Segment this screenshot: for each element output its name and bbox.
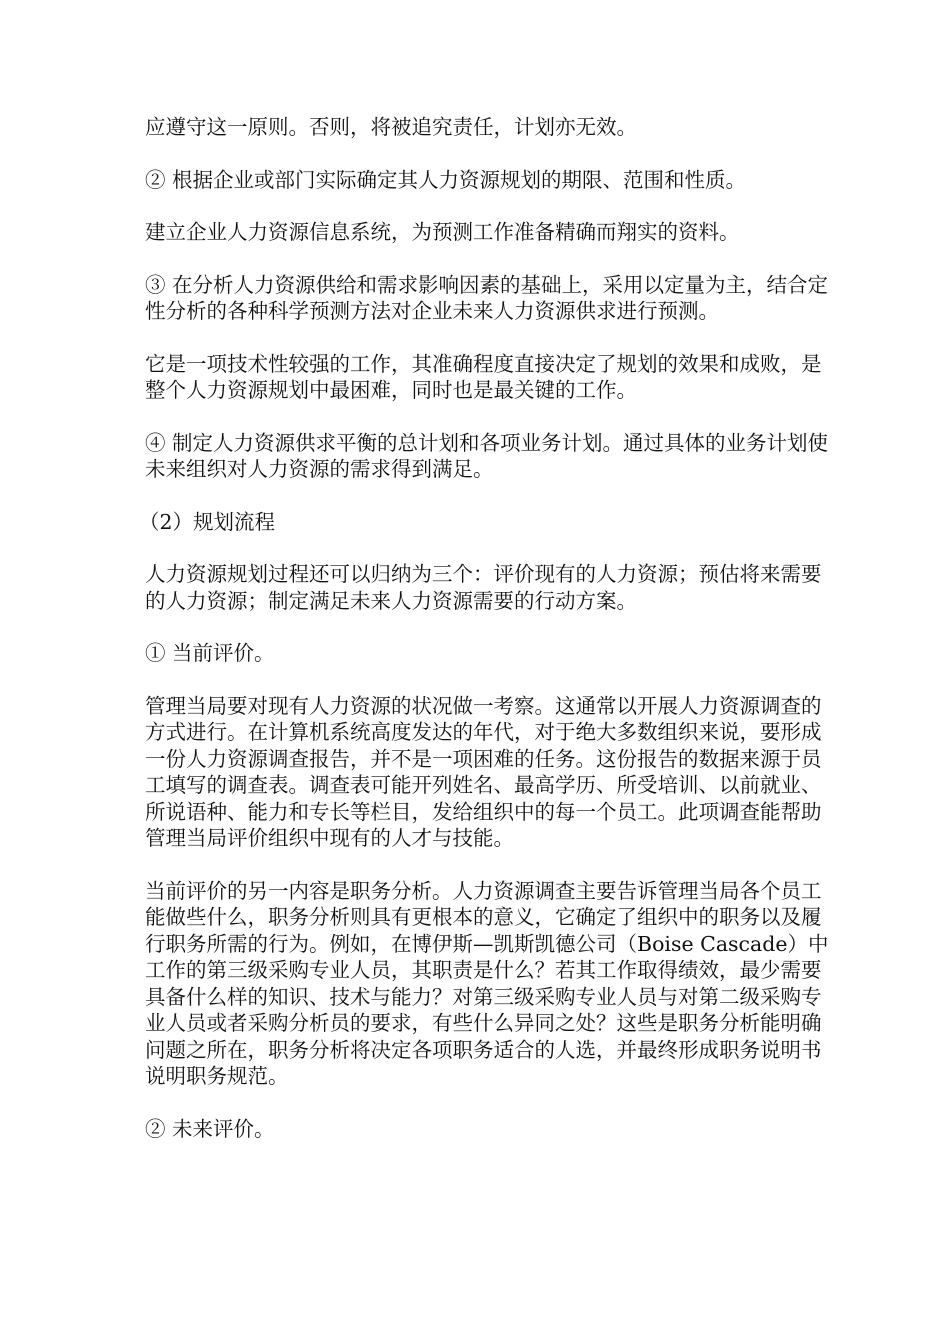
paragraph-hr-information-system: 建立企业人力资源信息系统，为预测工作准备精确而翔实的资料。 [145,220,740,244]
document-body [139,114,835,1168]
section-heading-planning-process: （2）规划流程 [139,509,276,534]
paragraph-process-summary: 人力资源规划过程还可以归纳为三个：评价现有的人力资源；预估将来需要的人力资源；制定满足未来人力资源需要的行动方案。 [145,562,822,613]
paragraph-future-evaluation-title: ② 未来评价。 [145,1116,275,1141]
paragraph-step-3-forecast: ③ 在分析人力资源供给和需求影响因素的基础上，采用以定量为主，结合定性分析的各种科学预测方法对企业未来人力资源供求进行预测。 [145,272,829,323]
paragraph-step-4-balance-plan: ④ 制定人力资源供求平衡的总计划和各项业务计划。通过具体的业务计划使未来组织对人力资源的需求得到满足。 [145,430,829,481]
paragraph-forecast-importance: 它是一项技术性较强的工作，其准确程度直接决定了规划的效果和成败，是整个人力资源规划中最困难，同时也是最关键的工作。 [145,351,822,402]
paragraph-principle-compliance: 应遵守这一原则。否则，将被追究责任，计划亦无效。 [145,115,637,139]
paragraph-current-evaluation-title: ① 当前评价。 [145,641,275,665]
paragraph-hr-survey: 管理当局要对现有人力资源的状况做一考察。这通常以开展人力资源调查的方式进行。在计算机系统高度发达的年代，对于绝大多数组织来说，要形成一份人力资源调查报告，并不是一项困难的任务。这份报告的数据来源于员工填写的调查表。调查表可能开列姓名、最高学历、所受培训、以前就业、所说语种、能力和专长等栏目，发给组织中的每一个员工。此项调查能帮助管理当局评价组织中现有的人才与技能。 [145,693,822,850]
paragraph-step-2-scope: ② 根据企业或部门实际确定其人力资源规划的期限、范围和性质。 [145,167,747,192]
paragraph-job-analysis: 当前评价的另一内容是职务分析。人力资源调查主要告诉管理当局各个员工能做些什么，职务分析则具有更根本的意义，它确定了组织中的职务以及履行职务所需的行为。例如，在博伊斯—凯斯凯德公司（Boise Cascade）中工作的第三级采购专业人员，其职责是什么？若其工作取得绩效，最少需要具备什么样的知识、技术与能力？对第三级采购专业人员与对第二级采购专业人员或者采购分析员的要求，有些什么异同之处？这些是职务分析能明确问题之所在，职务分析将决定各项职务适合的人选，并最终形成职务说明书说明职务规范。 [145,878,829,1088]
